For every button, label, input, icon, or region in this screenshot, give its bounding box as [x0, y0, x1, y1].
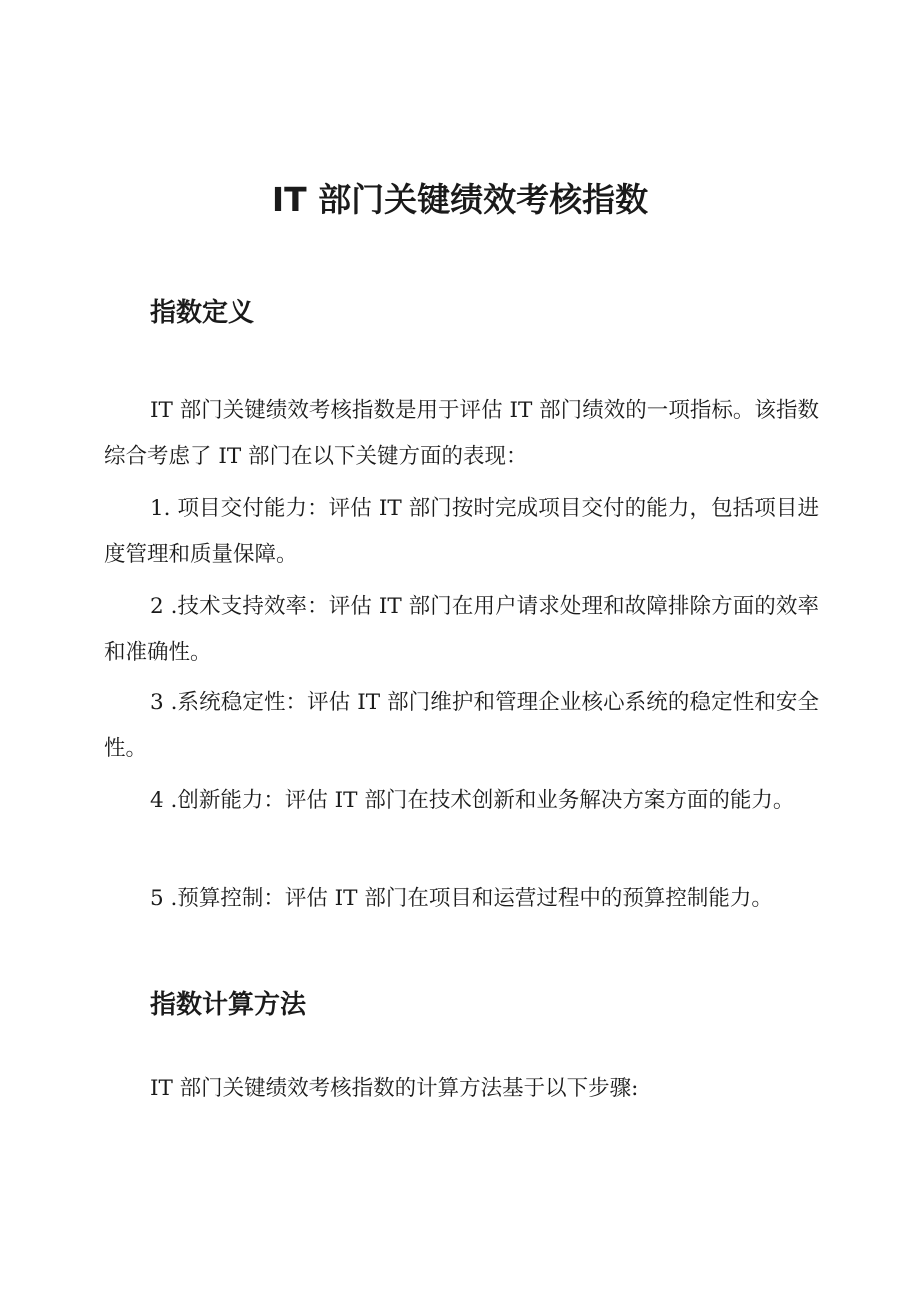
- document-title: IT 部门关键绩效考核指数: [271, 180, 649, 219]
- section-heading-calculation: 指数计算方法: [150, 990, 307, 1020]
- definition-intro-paragraph: IT 部门关键绩效考核指数是用于评估 IT 部门绩效的一项指标。该指数综合考虑了 IT 部门在以下关键方面的表现：: [104, 398, 819, 469]
- list-item: 1. 项目交付能力：评估 IT 部门按时完成项目交付的能力，包括项目进度管理和质量保障。: [104, 496, 819, 567]
- calculation-intro-paragraph: IT 部门关键绩效考核指数的计算方法基于以下步骤:: [150, 1076, 639, 1101]
- list-item: 2 .技术支持效率：评估 IT 部门在用户请求处理和故障排除方面的效率和准确性。: [104, 594, 819, 665]
- list-item: 5 .预算控制：评估 IT 部门在项目和运营过程中的预算控制能力。: [150, 886, 773, 911]
- list-item: 3 .系统稳定性：评估 IT 部门维护和管理企业核心系统的稳定性和安全性。: [104, 690, 819, 761]
- section-heading-definition: 指数定义: [150, 298, 255, 328]
- list-item: 4 .创新能力：评估 IT 部门在技术创新和业务解决方案方面的能力。: [150, 788, 795, 813]
